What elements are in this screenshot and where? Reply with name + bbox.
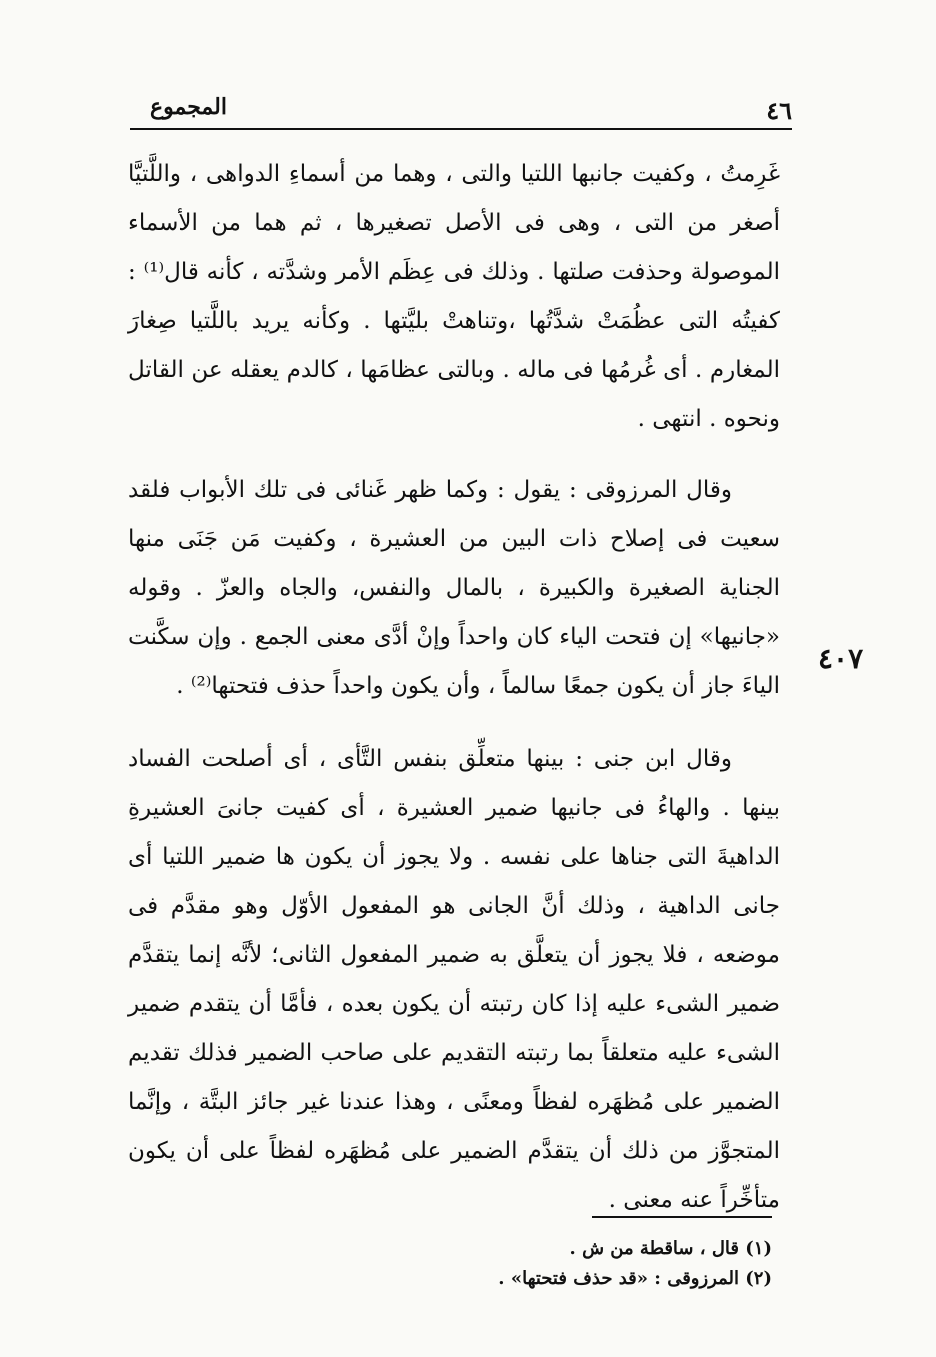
paragraph-2: وقال المرزوقى : يقول : وكما ظهر غَنائى فى تلك الأبواب فلقد سعيت فى إصلاح ذات البين من العشيرة ، وكفيت مَن جَنَى منها الجناية الصغيرة والكبيرة ، بالمال والنفس، والجاه والعزّ . وقوله «جانيها» إن فتحت الياء كان واحداً وإنْ أدَّى معنى الجمع . وإن سكَّنت الياءَ جاز أن يكون جمعًا سالماً ، وأن يكون واحداً حذف فتحتها⁽²⁾ . xyxy=(128,477,780,699)
body-text xyxy=(128,150,780,1225)
paragraph-1: غَرِمتُ ، وكفيت جانبها اللتيا والتى ، وهما من أسماءِ الدواهى ، واللَّتيَّا أصغر من التى ، وهى فى الأصل تصغيرها ، ثم هما من الأسماء الموصولة وحذفت صلتها . وذلك فى عِظَم الأمر وشدَّته ، كأنه قال⁽¹⁾ : كفيتُه التى عظُمَتْ شدَّتُها ،وتناهتْ بليَّتها . وكأنه يريد باللَّتيا صِغارَ المغارم . أى غُرمُها فى ماله . وبالتى عظامَها ، كالدم يعقله عن القاتل ونحوه . انتهى . xyxy=(128,161,780,432)
footnote-2: (٢) المرزوقى : «قد حذف فتحتها» . xyxy=(498,1268,772,1289)
paragraph-3: وقال ابن جنى : بينها متعلِّق بنفس التَّأى ، أى أصلحت الفساد بينها . والهاءُ فى جانيها ضمير العشيرة ، أى كفيت جانىَ العشيرةِ الداهيةَ التى جناها على نفسه . ولا يجوز أن يكون ها ضمير اللتيا أى جانى الداهية ، وذلك أنَّ الجانى هو المفعول الأوّل وهو مقدَّم فى موضعه ، فلا يجوز أن يتعلَّق به ضمير المفعول الثانى؛ لأنَّه إنما يتقدَّم ضمير الشىء عليه إذا كان رتبته أن يكون بعده ، فأمَّا أن يتقدم ضمير الشىء عليه متعلقاً بما رتبته التقديم على صاحب الضمير فذلك تقديم الضمير على مُظهَره لفظاً ومعنًى ، وهذا عندنا غير جائز البتَّة ، وإنَّما المتجوَّز من ذلك أن يتقدَّم الضمير على مُظهَره لفظاً على أن يكون متأخِّراً عنه معنى . xyxy=(128,746,780,1213)
page-header xyxy=(130,92,792,128)
page-number: ٤٦ xyxy=(766,96,792,125)
margin-line-number: ٤٠٧ xyxy=(818,642,864,675)
running-title: المجموع xyxy=(150,94,227,120)
footnote-rule xyxy=(592,1216,772,1218)
footnotes xyxy=(330,1234,772,1294)
footnote-1: (١) قال ، ساقطة من ش . xyxy=(569,1238,772,1259)
header-rule xyxy=(130,128,792,130)
